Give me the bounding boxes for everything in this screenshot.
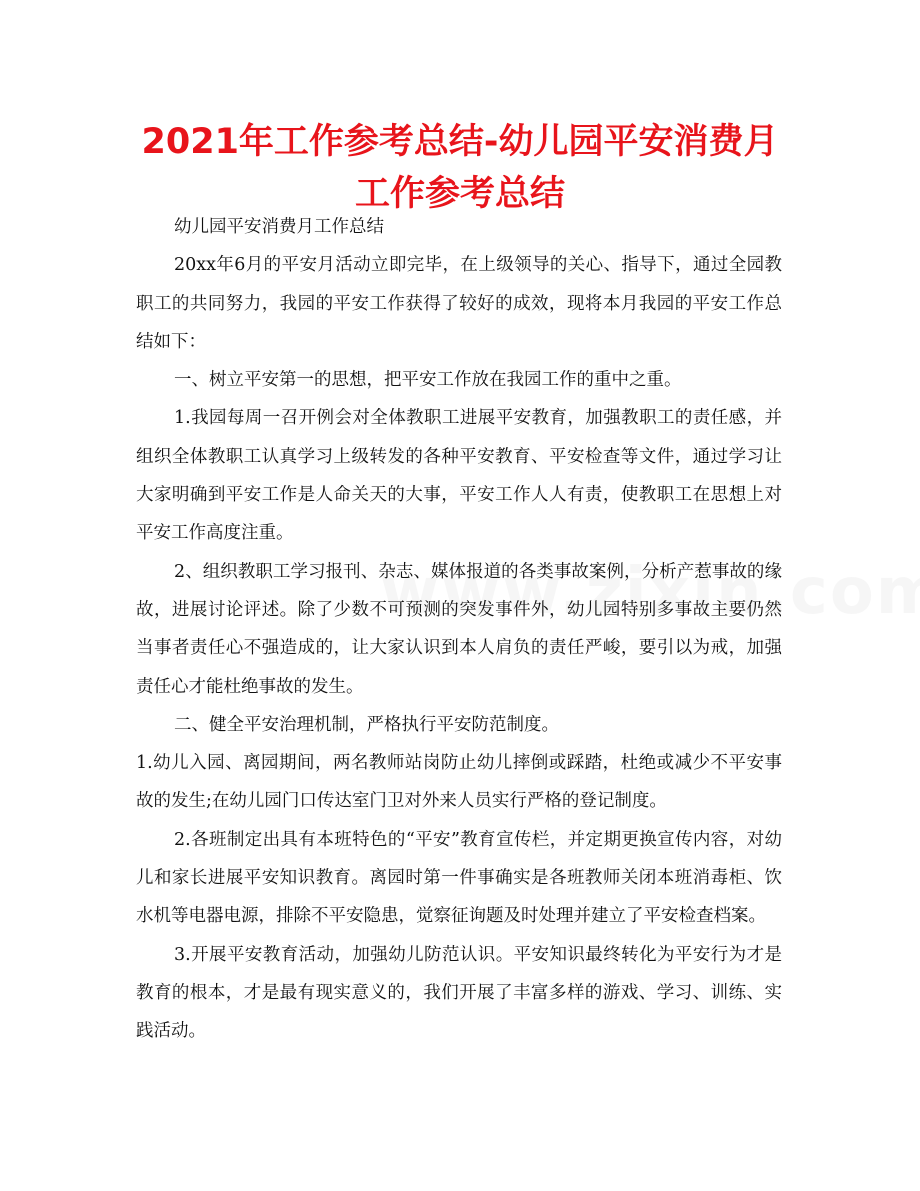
paragraph-section-2-heading: 二、健全平安治理机制，严格执行平安防范制度。 bbox=[174, 714, 559, 735]
paragraph-section-2-item-3: 3.开展平安教育活动，加强幼儿防范认识。平安知识最终转化为平安行为才是教育的根本，才是最有现实意义的，我们开展了丰富多样的游戏、学习、训练、实践活动。 bbox=[136, 944, 782, 1042]
paragraph-section-2-item-2: 2.各班制定出具有本班特色的“平安”教育宣传栏，并定期更换宣传内容，对幼儿和家长进展平安知识教育。离园时第一件事确实是各班教师关闭本班消毒柜、饮水机等电器电源，排除不平安隐患，觉察征询题及时处理并建立了平安检查档案。 bbox=[136, 829, 782, 927]
paragraph-section-1-item-1: 1.我园每周一召开例会对全体教职工进展平安教育，加强教职工的责任感，并组织全体教职工认真学习上级转发的各种平安教育、平安检查等文件，通过学习让大家明确到平安工作是人命关天的大事，平安工作人人有责，使教职工在思想上对平安工作高度注重。 bbox=[136, 408, 782, 544]
paragraph-section-1-item-2: 2、组织教职工学习报刊、杂志、媒体报道的各类事故案例，分析产惹事故的缘故，进展讨论评述。除了少数不可预测的突发事件外，幼儿园特别多事故主要仍然当事者责任心不强造成的，让大家认识到本人肩负的责任严峻，要引以为戒，加强责任心才能杜绝事故的发生。 bbox=[136, 561, 782, 697]
paragraph-intro: 20xx年6月的平安月活动立即完毕，在上级领导的关心、指导下，通过全园教职工的共同努力，我园的平安工作获得了较好的成效，现将本月我园的平安工作总结如下： bbox=[136, 255, 782, 352]
document-body bbox=[136, 208, 782, 1051]
paragraph-section-2-item-1: 1.幼儿入园、离园期间，两名教师站岗防止幼儿摔倒或踩踏，杜绝或减少不平安事故的发生;在幼儿园门口传达室门卫对外来人员实行严格的登记制度。 bbox=[136, 753, 782, 812]
document-title: 2021年工作参考总结-幼儿园平安消费月工作参考总结 bbox=[141, 122, 779, 214]
paragraph-subtitle: 幼儿园平安消费月工作总结 bbox=[174, 217, 384, 237]
paragraph-section-1-heading: 一、树立平安第一的思想，把平安工作放在我园工作的重中之重。 bbox=[174, 370, 682, 391]
